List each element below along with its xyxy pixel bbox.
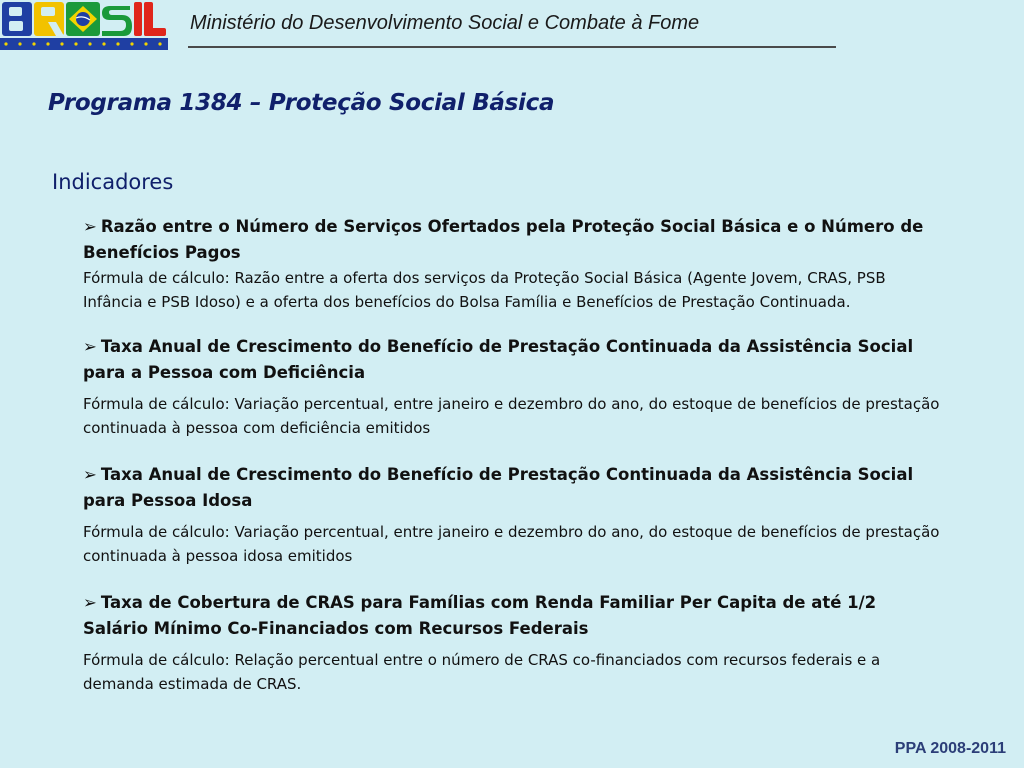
slide-title: Programa 1384 – Proteção Social Básica xyxy=(48,90,555,116)
indicator-item xyxy=(83,590,943,696)
footer-plan-code: PPA 2008-2011 xyxy=(894,740,1006,757)
indicator-item xyxy=(83,214,943,314)
indicator-formula: Fórmula de cálculo: Razão entre a oferta dos serviços da Proteção Social Básica (Agente Jovem, CRAS, PSB Infância e PSB Idoso) e a oferta dos benefícios do Bolsa Família e Benefícios de Prestação Continuada. xyxy=(83,269,886,311)
arrow-bullet-icon: ➢ xyxy=(83,217,97,236)
indicator-title-text: Taxa de Cobertura de CRAS para Famílias com Renda Familiar Per Capita de até 1/2 Salário Mínimo Co-Financiados com Recursos Federais xyxy=(83,593,877,638)
header-divider xyxy=(188,46,836,48)
arrow-bullet-icon: ➢ xyxy=(83,465,97,484)
logo-letter-r xyxy=(34,2,64,36)
indicator-title xyxy=(83,334,943,386)
indicator-formula: Fórmula de cálculo: Relação percentual entre o número de CRAS co-financiados com recursos federais e a demanda estimada de CRAS. xyxy=(83,651,881,693)
logo-tagline-band xyxy=(0,38,168,50)
indicator-title-text: Taxa Anual de Crescimento do Benefício de Prestação Continuada da Assistência Social para a Pessoa com Deficiência xyxy=(83,337,914,382)
indicator-title xyxy=(83,462,943,514)
brasil-logo xyxy=(0,0,168,50)
arrow-bullet-icon: ➢ xyxy=(83,593,97,612)
indicator-item xyxy=(83,334,943,440)
indicator-title-text: Razão entre o Número de Serviços Ofertados pela Proteção Social Básica e o Número de Benefícios Pagos xyxy=(83,217,924,262)
logo-letter-b xyxy=(2,2,32,36)
indicator-formula: Fórmula de cálculo: Variação percentual, entre janeiro e dezembro do ano, do estoque de benefícios de prestação continuada à pessoa com deficiência emitidos xyxy=(83,395,940,437)
indicator-title xyxy=(83,590,943,642)
arrow-bullet-icon: ➢ xyxy=(83,337,97,356)
indicator-formula: Fórmula de cálculo: Variação percentual, entre janeiro e dezembro do ano, do estoque de benefícios de prestação continuada à pessoa idosa emitidos xyxy=(83,523,940,565)
indicator-title-text: Taxa Anual de Crescimento do Benefício de Prestação Continuada da Assistência Social para Pessoa Idosa xyxy=(83,465,914,510)
logo-letter-i xyxy=(134,2,142,36)
indicator-title xyxy=(83,214,943,266)
logo-flag-emblem xyxy=(66,2,100,36)
ministry-name: Ministério do Desenvolvimento Social e Combate à Fome xyxy=(190,12,700,34)
indicator-item xyxy=(83,462,943,568)
section-heading: Indicadores xyxy=(52,170,174,194)
